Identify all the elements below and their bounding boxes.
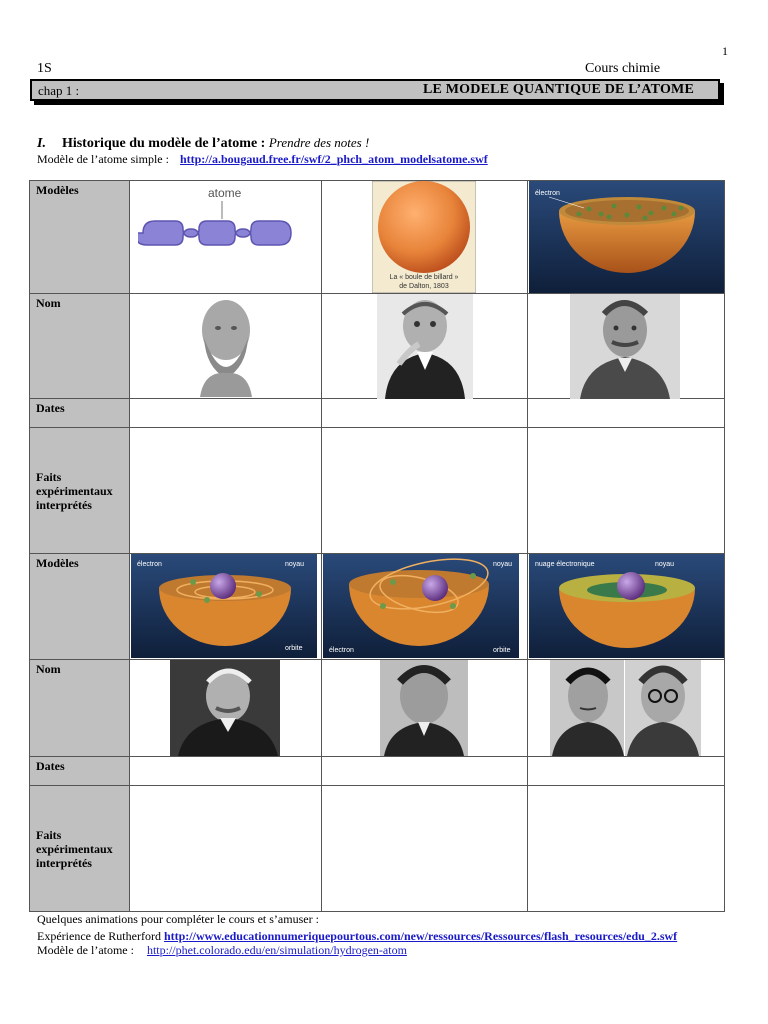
figure-label: orbite	[493, 647, 511, 654]
section-note: Prendre des notes !	[268, 135, 370, 150]
bohr-orbits-figure	[323, 554, 519, 658]
de-broglie-portrait	[550, 660, 624, 756]
thomson-plum-pudding-figure	[529, 181, 724, 293]
animations-intro: Quelques animations pour compléter le cours et s’amuser :	[37, 912, 319, 926]
dates-cell	[322, 399, 528, 428]
rutherford-portrait	[170, 660, 280, 756]
facts-cell	[130, 786, 322, 912]
row-label-dates: Dates	[30, 399, 130, 428]
class-level: 1S	[37, 61, 52, 76]
table-row	[30, 294, 725, 399]
table-row	[30, 181, 725, 294]
simple-model-label: Modèle de l’atome simple :	[37, 152, 169, 166]
schrodinger-portrait	[625, 660, 701, 756]
bohr-portrait	[380, 660, 468, 756]
portrait-cell-dalton	[322, 294, 528, 399]
facts-cell	[528, 786, 725, 912]
row-label-name: Nom	[30, 660, 130, 757]
model-cell-bohr	[322, 554, 528, 660]
table-row	[30, 786, 725, 912]
democritus-bust-portrait	[186, 294, 266, 397]
dates-cell	[322, 757, 528, 786]
figure-label: nuage électronique	[535, 561, 595, 568]
row-label-name: Nom	[30, 294, 130, 399]
page-number: 1	[722, 44, 728, 58]
figure-label: noyau	[655, 561, 675, 568]
dates-cell	[528, 757, 725, 786]
atom-models-table	[29, 180, 725, 912]
table-row	[30, 399, 725, 428]
figure-label: électron	[137, 561, 162, 568]
row-label-models: Modèles	[30, 554, 130, 660]
figure-label: électron	[329, 647, 354, 654]
rutherford-link[interactable]: http://www.educationnumeriquepourtous.com/new/ressources/Ressources/flash_resources/edu_2.swf	[163, 929, 678, 943]
table-row	[30, 428, 725, 554]
facts-cell	[528, 428, 725, 554]
portrait-cell-thomson	[528, 294, 725, 399]
rutherford-line	[37, 929, 677, 944]
dalton-portrait	[377, 294, 473, 399]
simple-model-line	[37, 152, 488, 167]
dates-cell	[130, 757, 322, 786]
row-label-facts: Faits expérimentaux interprétés	[30, 428, 130, 554]
atom-model-link[interactable]: http://phet.colorado.edu/en/simulation/hydrogen-atom	[146, 943, 407, 957]
figure-label: atome	[208, 186, 242, 200]
figure-label: noyau	[493, 561, 513, 568]
model-cell-thomson	[528, 181, 725, 294]
simple-model-link[interactable]: http://a.bougaud.free.fr/swf/2_phch_atom_modelsatome.swf	[179, 152, 488, 166]
row-label-facts: Faits expérimentaux interprétés	[30, 786, 130, 912]
dates-cell	[130, 399, 322, 428]
dalton-billiard-ball-figure	[372, 181, 476, 293]
figure-label: orbite	[285, 645, 303, 652]
table-row	[30, 757, 725, 786]
quantum-cloud-figure	[529, 554, 724, 658]
row-label-models: Modèles	[30, 181, 130, 294]
portrait-cell-de-broglie-schrodinger	[528, 660, 725, 757]
table-row	[30, 660, 725, 757]
chapter-title-box	[30, 79, 720, 101]
model-cell-quantum	[528, 554, 725, 660]
democritus-atom-figure	[138, 183, 303, 253]
table-row	[30, 554, 725, 660]
course-subject: Cours chimie	[585, 61, 661, 76]
dates-cell	[528, 399, 725, 428]
facts-cell	[322, 786, 528, 912]
chapter-label: chap 1 :	[38, 83, 80, 98]
row-label-dates: Dates	[30, 757, 130, 786]
rutherford-label: Expérience de Rutherford	[37, 929, 161, 943]
rutherford-planetary-figure	[131, 554, 317, 658]
section-title: Historique du modèle de l’atome :	[61, 136, 266, 151]
model-cell-dalton	[322, 181, 528, 294]
atom-model-line	[37, 943, 407, 958]
portrait-cell-democritus	[130, 294, 322, 399]
thomson-portrait	[570, 294, 680, 399]
atom-model-label: Modèle de l’atome :	[37, 943, 134, 957]
chapter-title: LE MODELE QUANTIQUE DE L’ATOME	[422, 82, 694, 97]
facts-cell	[322, 428, 528, 554]
portrait-cell-rutherford	[130, 660, 322, 757]
figure-label: La « boule de billard »	[389, 274, 459, 281]
model-cell-democritus	[130, 181, 322, 294]
figure-label: de Dalton, 1803	[399, 283, 449, 290]
figure-label: noyau	[285, 561, 305, 568]
facts-cell	[130, 428, 322, 554]
model-cell-rutherford	[130, 554, 322, 660]
figure-label: électron	[535, 190, 560, 197]
section-heading	[37, 135, 369, 152]
section-number: I.	[37, 136, 46, 151]
portrait-cell-bohr	[322, 660, 528, 757]
